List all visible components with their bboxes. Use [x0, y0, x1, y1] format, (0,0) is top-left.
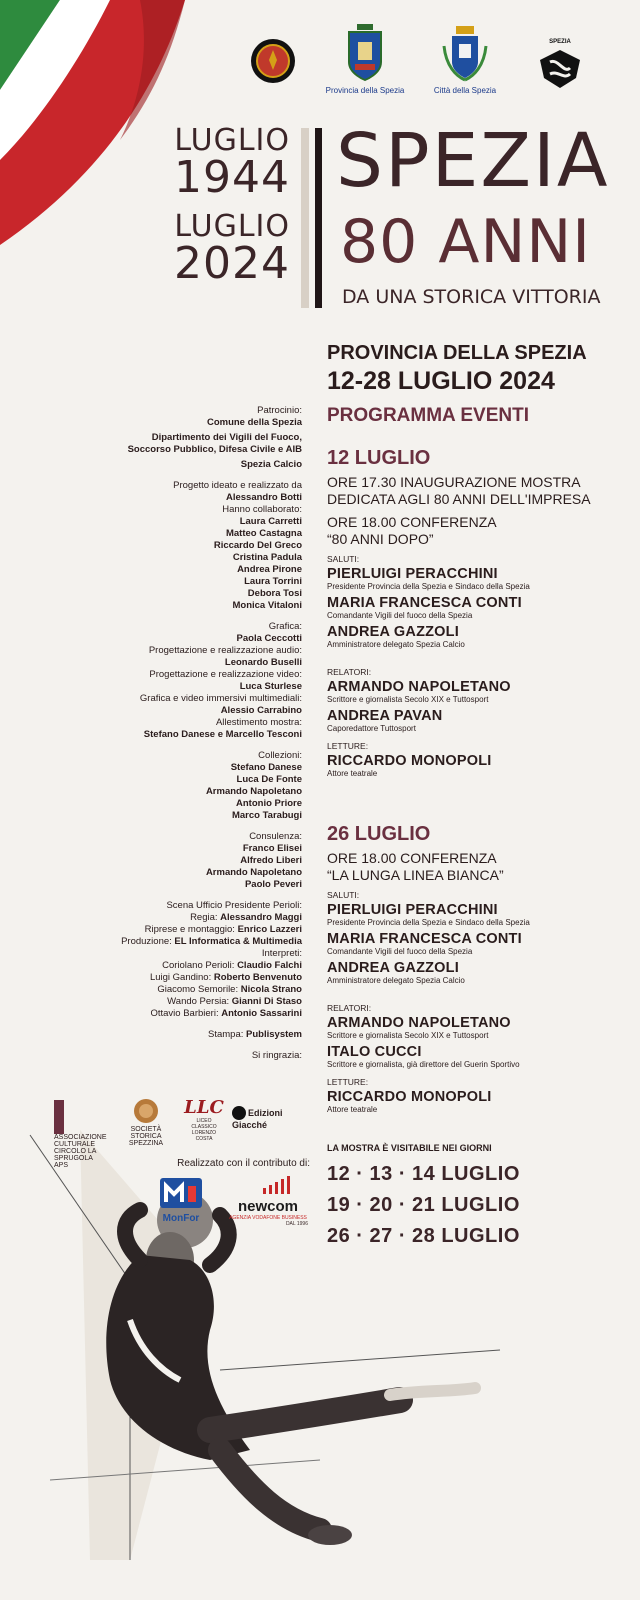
monfor-label: MonFor: [162, 1213, 200, 1224]
person-role: Attore teatrale: [327, 1105, 378, 1114]
person-role: Scrittore e giornalista Secolo XIX e Tuttosport: [327, 695, 489, 704]
person-name: ARMANDO NAPOLETANO: [327, 1015, 511, 1031]
logo-bar: [240, 24, 620, 114]
societa-label: SOCIETÀ STORICA SPEZZINA: [128, 1126, 164, 1147]
stampa-label: Stampa:: [208, 1029, 244, 1040]
day1-event1-line1: ORE 17.30 INAUGURAZIONE MOSTRA: [327, 474, 581, 490]
edizioni-mark: [232, 1106, 246, 1120]
patrocinio-label: Patrocinio:: [257, 405, 302, 416]
collezioni-name: Armando Napoletano: [205, 786, 302, 797]
day2-event1-line2: “LA LUNGA LINEA BIANCA”: [327, 867, 504, 883]
exhibit-row-1: 12 · 13 · 14 LUGLIO: [327, 1163, 520, 1185]
collezioni-name: Antonio Priore: [236, 798, 302, 809]
person-role: Attore teatrale: [327, 769, 378, 778]
interprete-role: Ottavio Barbieri:: [150, 1008, 219, 1019]
allest-name: Stefano Danese e Marcello Tesconi: [143, 729, 302, 740]
grafica-label: Grafica:: [268, 621, 302, 632]
day2-event1-line1: ORE 18.00 CONFERENZA: [327, 850, 497, 866]
year-2024: 2024: [174, 238, 290, 289]
progetto-label: Progetto ideato e realizzato da: [173, 480, 302, 491]
day2-letture-label: LETTURE:: [327, 1077, 369, 1087]
header-dates: [120, 123, 290, 289]
consulenza-name: Alfredo Liberi: [240, 855, 302, 866]
person-name: ANDREA PAVAN: [327, 708, 443, 724]
provincia-label: Provincia della Spezia: [325, 86, 405, 95]
patrocinio-item: Spezia Calcio: [240, 459, 302, 470]
day1-event1-line2: DEDICATA AGLI 80 ANNI DELL'IMPRESA: [327, 491, 591, 507]
progetto-name: Alessandro Botti: [225, 492, 302, 503]
collab-name: Laura Carretti: [239, 516, 302, 527]
immersivi-name: Alessio Carrabino: [220, 705, 302, 716]
consulenza-label: Consulenza:: [249, 831, 302, 842]
day2-saluti-list: [327, 902, 632, 985]
citta-spezia-logo: [425, 26, 505, 95]
grafica-name: Paola Ceccotti: [236, 633, 302, 644]
person-role: Scrittore e giornalista Secolo XIX e Tuttosport: [327, 1031, 489, 1040]
collab-label: Hanno collaborato:: [222, 504, 302, 515]
contributo-label: Realizzato con il contributo di:: [177, 1158, 310, 1169]
interprete-name: Gianni Di Staso: [231, 996, 302, 1007]
interprete-name: Claudio Falchi: [237, 960, 302, 971]
person-name: PIERLUIGI PERACCHINI: [327, 902, 498, 918]
consulenza-name: Paolo Peveri: [244, 879, 302, 890]
person-role: Presidente Provincia della Spezia e Sindaco della Spezia: [327, 918, 530, 927]
person-name: ITALO CUCCI: [327, 1044, 422, 1060]
divider-thin: [301, 128, 309, 308]
interprete-role: Luigi Gandino:: [149, 972, 212, 983]
day1-saluti-label: SALUTI:: [327, 554, 360, 564]
audio-name: Leonardo Buselli: [224, 657, 302, 668]
luglio-1944-month: LUGLIO: [174, 123, 290, 158]
riprese-name: Enrico Lazzeri: [237, 924, 302, 935]
collab-name: Riccardo Del Greco: [213, 540, 302, 551]
day1-letture-label: LETTURE:: [327, 741, 369, 751]
day1-letture-list: [327, 753, 632, 778]
newcom-sub: AGENZIA VODAFONE BUSINESS: [229, 1215, 307, 1221]
monfor-logo: [156, 1178, 206, 1224]
program-province: PROVINCIA DELLA SPEZIA: [327, 342, 587, 364]
day1-relatori-list: [327, 679, 632, 733]
collab-name: Monica Vitaloni: [232, 600, 302, 611]
liceo-label: LICEO CLASSICO LORENZO COSTA: [191, 1118, 217, 1142]
day2-section: [327, 823, 632, 1114]
program-dates: 12-28 LUGLIO 2024: [327, 367, 555, 395]
circolo-sprugola-logo: [54, 1100, 106, 1169]
scena-label: Scena Ufficio Presidente Perioli:: [166, 900, 302, 911]
circolo-sprugola-mark: [54, 1100, 64, 1134]
video-name: Luca Sturlese: [239, 681, 302, 692]
newcom-label: newcom: [237, 1198, 298, 1215]
regia-label: Regia:: [190, 912, 218, 923]
vigili-fuoco-logo: [250, 38, 296, 86]
provincia-spezia-logo: [325, 24, 405, 95]
person-role: Amministratore delegato Spezia Calcio: [327, 640, 465, 649]
person-name: MARIA FRANCESCA CONTI: [327, 595, 522, 611]
newcom-logo: [228, 1176, 308, 1227]
collezioni-name: Luca De Fonte: [236, 774, 302, 785]
collezioni-label: Collezioni:: [258, 750, 302, 761]
title-80-anni: 80 ANNI: [340, 207, 591, 277]
collab-name: Cristina Padula: [232, 552, 302, 563]
program-heading: PROGRAMMA EVENTI: [327, 405, 529, 426]
day2-letture-list: [327, 1089, 632, 1114]
edizioni-label: Edizioni Giacché: [232, 1108, 283, 1130]
person-name: ANDREA GAZZOLI: [327, 624, 459, 640]
day1-event2-line1: ORE 18.00 CONFERENZA: [327, 514, 497, 530]
audio-label: Progettazione e realizzazione audio:: [148, 645, 302, 656]
day2-relatori-label: RELATORI:: [327, 1003, 372, 1013]
consulenza-name: Armando Napoletano: [205, 867, 302, 878]
produzione-name: EL Informatica & Multimedia: [174, 936, 302, 947]
interprete-name: Roberto Benvenuto: [213, 972, 302, 983]
day1-section: [327, 447, 632, 778]
person-role: Amministratore delegato Spezia Calcio: [327, 976, 465, 985]
person-role: Comandante Vigili del fuoco della Spezia: [327, 947, 473, 956]
regia-name: Alessandro Maggi: [220, 912, 302, 923]
collezioni-name: Stefano Danese: [230, 762, 302, 773]
patrocinio-item: Dipartimento dei Vigili del Fuoco,: [151, 432, 302, 443]
collab-name: Andrea Pirone: [237, 564, 302, 575]
person-name: ANDREA GAZZOLI: [327, 960, 459, 976]
spezia-calcio-logo: [535, 36, 585, 92]
day1-event2-line2: “80 ANNI DOPO”: [327, 531, 434, 547]
credits-column: [2, 405, 302, 1062]
collab-name: Laura Torrini: [244, 576, 302, 587]
riprese-label: Riprese e montaggio:: [144, 924, 235, 935]
allest-label: Allestimento mostra:: [215, 717, 302, 728]
interprete-name: Nicola Strano: [240, 984, 302, 995]
interpreti-label: Interpreti:: [261, 948, 302, 959]
societa-storica-logo: [118, 1098, 174, 1147]
patrocinio-item: Soccorso Pubblico, Difesa Civile e AIB: [127, 444, 302, 455]
person-name: PIERLUIGI PERACCHINI: [327, 566, 498, 582]
person-role: Caporedattore Tuttosport: [327, 724, 416, 733]
exhibit-label: LA MOSTRA È VISITABILE NEI GIORNI: [327, 1143, 492, 1153]
citta-label: Città della Spezia: [433, 86, 497, 95]
year-1944: 1944: [174, 152, 290, 203]
spezia-calcio-label: SPEZIA: [549, 39, 571, 45]
person-name: ARMANDO NAPOLETANO: [327, 679, 511, 695]
assoc-label: ASSOCIAZIONE CULTURALE CIRCOLO LA SPRUGOLA APS: [54, 1134, 107, 1169]
day2-date: 26 LUGLIO: [327, 823, 431, 845]
video-label: Progettazione e realizzazione video:: [149, 669, 302, 680]
title-subtitle: DA UNA STORICA VITTORIA: [342, 286, 601, 308]
person-role: Scrittore e giornalista, già direttore del Guerin Sportivo: [327, 1060, 520, 1069]
person-name: MARIA FRANCESCA CONTI: [327, 931, 522, 947]
newcom-dal: DAL 1996: [285, 1221, 308, 1227]
stampa-name: Publisystem: [246, 1029, 302, 1040]
person-role: Comandante Vigili del fuoco della Spezia: [327, 611, 473, 620]
edizioni-giacche-logo: [232, 1106, 302, 1130]
day2-saluti-label: SALUTI:: [327, 890, 360, 900]
day1-relatori-label: RELATORI:: [327, 667, 372, 677]
exhibit-row-2: 19 · 20 · 21 LUGLIO: [327, 1194, 520, 1216]
day1-saluti-list: [327, 566, 632, 649]
exhibit-row-3: 26 · 27 · 28 LUGLIO: [327, 1225, 520, 1247]
collab-name: Matteo Castagna: [225, 528, 302, 539]
divider-thick: [315, 128, 322, 308]
patrocinio-item: Comune della Spezia: [206, 417, 302, 428]
collab-name: Debora Tosi: [247, 588, 302, 599]
title-spezia: SPEZIA: [336, 118, 610, 204]
person-role: Presidente Provincia della Spezia e Sindaco della Spezia: [327, 582, 530, 591]
produzione-label: Produzione:: [121, 936, 172, 947]
ringrazia-label: Si ringrazia:: [251, 1050, 302, 1061]
person-name: RICCARDO MONOPOLI: [327, 1089, 492, 1105]
collezioni-name: Marco Tarabugi: [231, 810, 302, 821]
interprete-role: Giacomo Semorile:: [157, 984, 239, 995]
day1-date: 12 LUGLIO: [327, 447, 431, 469]
immersivi-label: Grafica e video immersivi multimediali:: [139, 693, 302, 704]
person-name: RICCARDO MONOPOLI: [327, 753, 492, 769]
interprete-role: Coriolano Perioli:: [162, 960, 235, 971]
liceo-costa-logo: [184, 1098, 224, 1142]
liceo-mark: LLC: [184, 1097, 224, 1118]
interprete-name: Antonio Sassarini: [221, 1008, 302, 1019]
interprete-role: Wando Persia:: [167, 996, 230, 1007]
luglio-2024-month: LUGLIO: [174, 209, 290, 244]
consulenza-name: Franco Elisei: [242, 843, 302, 854]
day2-relatori-list: [327, 1015, 632, 1069]
